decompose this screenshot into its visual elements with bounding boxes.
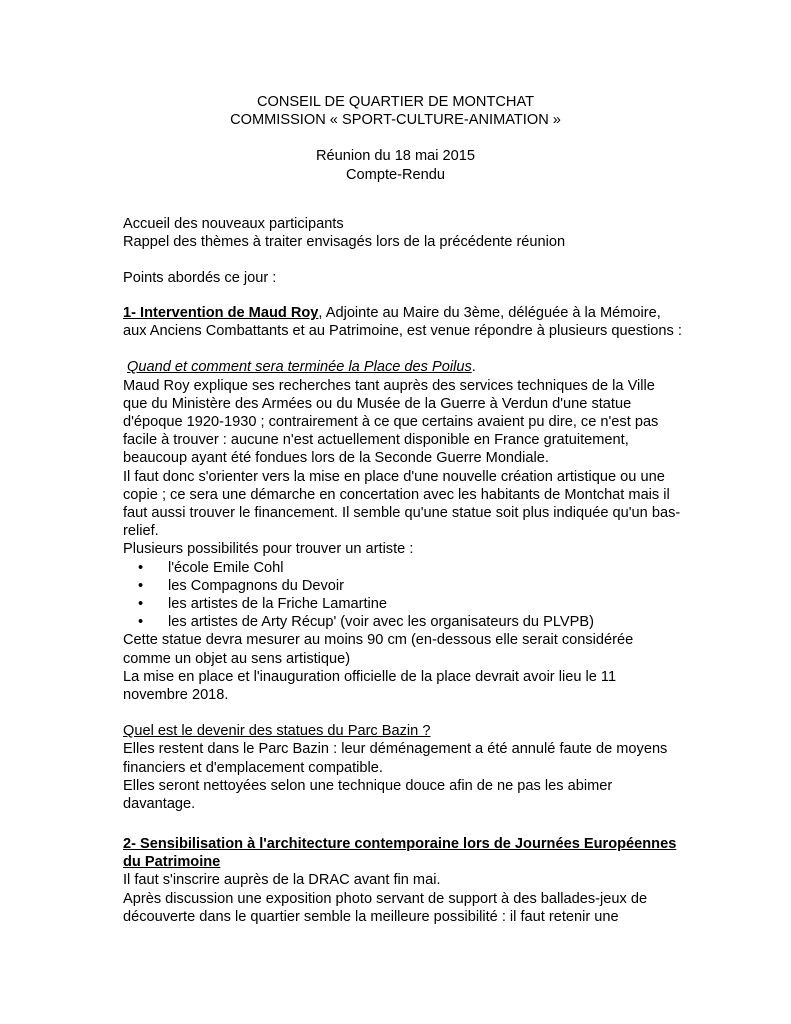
answer-2-paragraph-2: Elles seront nettoyées selon une technique douce afin de ne pas les abimer davantage. xyxy=(123,777,613,813)
answer-1-paragraph-2: Il faut donc s'orienter vers la mise en place d'une nouvelle création artistique ou une copie ; ce sera une démarche en concertation avec les habitants de Montchat mais il faut aussi trouver le financement. Il semble qu'une statue soit plus indiquée qu'un bas-relief. xyxy=(123,468,681,540)
list-item: • l'école Emile Cohl xyxy=(123,559,683,577)
section-1-intro-text: , Adjointe au Maire du 3ème, déléguée à la Mémoire, aux Anciens Combattants et au Patrimoine, est venue répondre à plusieurs questions : xyxy=(123,305,682,340)
answer-1-paragraph-1: Maud Roy explique ses recherches tant auprès des services techniques de la Ville que du Ministère des Armées ou du Musée de la Guerre à Verdun d'une statue d'époque 1920-1930 ; contrairement à ce que certains avaient pu dire, ce n'est pas facile à trouver : aucune n'est actuellement disponible en France gratuitement, beaucoup ayant été fondues lors de la Seconde Guerre Mondiale. xyxy=(123,377,659,467)
question-2: Quel est le devenir des statues du Parc Bazin ? xyxy=(123,723,431,740)
question-1-text: Quand et comment sera terminée la Place des Poilus xyxy=(127,359,472,376)
question-1 xyxy=(123,358,683,376)
answer-1-paragraph-3: Plusieurs possibilités pour trouver un artiste : xyxy=(123,541,414,558)
points-label: Points abordés ce jour : xyxy=(123,270,277,287)
meeting-date: Réunion du 18 mai 2015 xyxy=(315,148,476,165)
intro-line-1: Accueil des nouveaux participants xyxy=(123,216,344,232)
artist-list xyxy=(123,559,683,632)
list-item: • les Compagnons du Devoir xyxy=(123,577,683,595)
list-item: • les artistes de Arty Récup' (voir avec les organisateurs du PLVPB) xyxy=(123,613,683,631)
answer-1-paragraph-4: Cette statue devra mesurer au moins 90 cm (en-dessous elle serait considérée comme un objet au sens artistique) xyxy=(123,632,634,667)
question-1-end: . xyxy=(471,359,476,376)
document-type: Compte-Rendu xyxy=(346,166,445,183)
section-2-paragraph-1: Il faut s'inscrire auprès de la DRAC avant fin mai. xyxy=(123,872,441,889)
intro xyxy=(123,215,683,288)
section-1-heading: 1- Intervention de Maud Roy xyxy=(123,305,319,321)
header-line-1: CONSEIL DE QUARTIER DE MONTCHAT xyxy=(256,94,535,110)
header-line-2: COMMISSION « SPORT-CULTURE-ANIMATION » xyxy=(230,112,561,129)
list-item: • les artistes de la Friche Lamartine xyxy=(123,595,683,613)
section-1-intro xyxy=(123,304,683,340)
section-2-paragraph-2: Après discussion une exposition photo servant de support à des ballades-jeux de découverte dans le quartier semble la meilleure possibilité : il faut retenir une xyxy=(123,890,648,925)
section-2-heading: 2- Sensibilisation à l'architecture contemporaine lors de Journées Européennes du Patrimoine xyxy=(123,836,677,871)
answer-2-paragraph-1: Elles restent dans le Parc Bazin : leur déménagement a été annulé faute de moyens financiers et d'emplacement compatible. xyxy=(123,741,668,776)
answer-1-paragraph-5: La mise en place et l'inauguration officielle de la place devrait avoir lieu le 11 novembre 2018. xyxy=(123,668,617,704)
section-2 xyxy=(123,835,683,926)
section-1 xyxy=(123,304,683,813)
intro-line-2: Rappel des thèmes à traiter envisagés lors de la précédente réunion xyxy=(123,234,566,251)
document-header xyxy=(0,93,791,184)
